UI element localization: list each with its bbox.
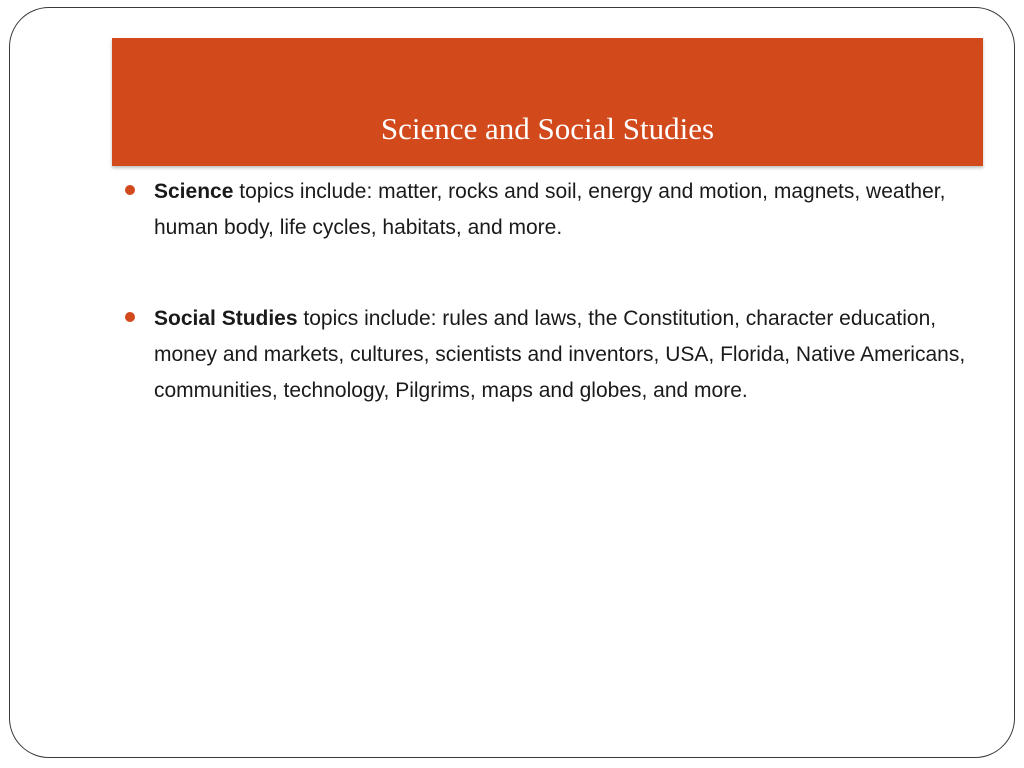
title-bar: [112, 38, 983, 166]
bullet-item-social-studies: [122, 301, 982, 409]
bullet-text: topics include: rules and laws, the Constitution, character education, money and markets, cultures, scientists and inventors, USA, Florida, Native Americans, communities, technology, Pilgrims, maps and globes, and more.: [154, 307, 966, 402]
slide-frame: [9, 7, 1015, 758]
slide-title: Science and Social Studies: [380, 111, 715, 146]
bullet-term: Social Studies: [154, 307, 304, 330]
bullet-list: [122, 174, 982, 409]
bullet-term: Science: [154, 180, 240, 203]
bullet-text: topics include: matter, rocks and soil, energy and motion, magnets, weather, human body, life cycles, habitats, and more.: [154, 180, 946, 239]
bullet-item-science: [122, 174, 982, 246]
bullet-dot-icon: [125, 312, 135, 322]
bullet-dot-icon: [125, 185, 135, 195]
